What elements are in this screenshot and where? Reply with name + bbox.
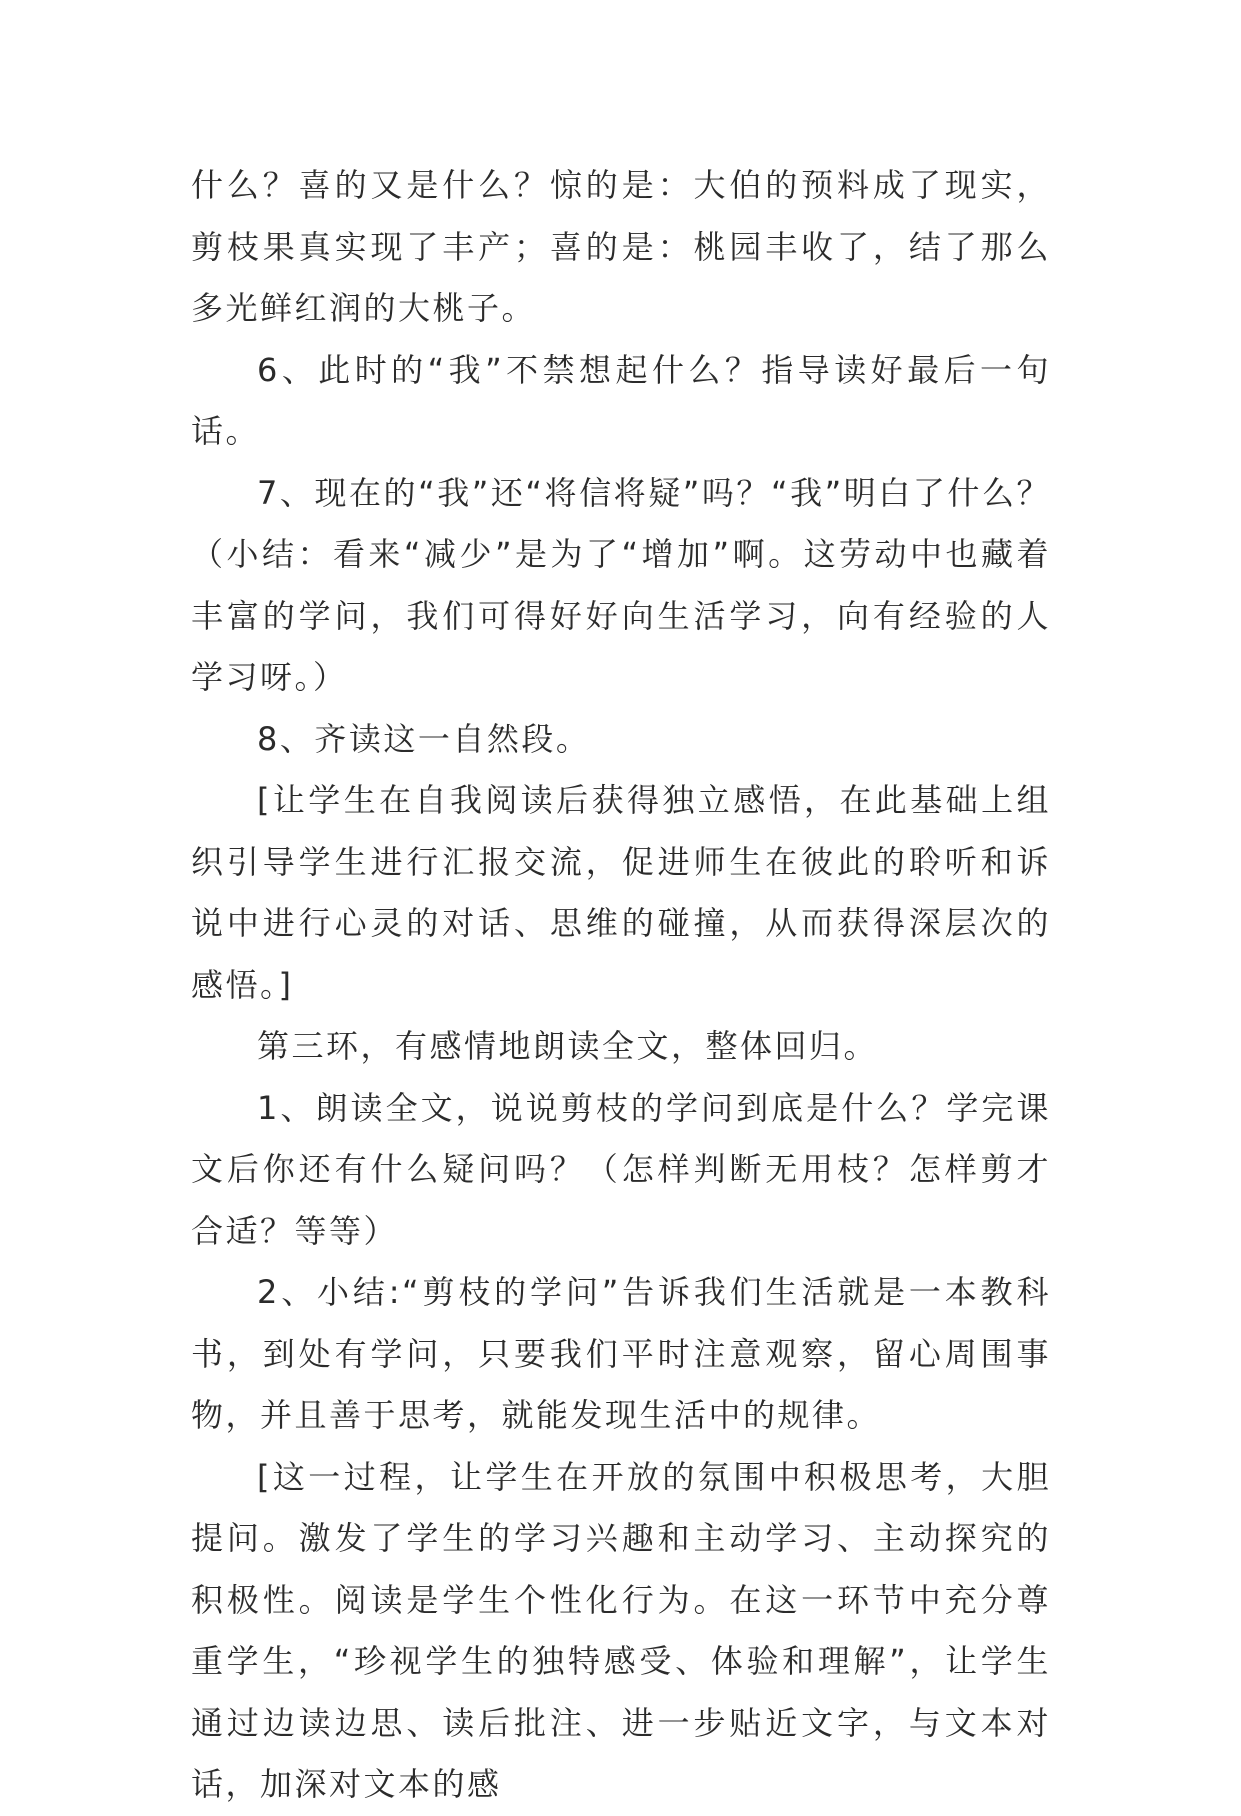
- paragraph-commentary-2: [这一过程，让学生在开放的氛围中积极思考，大胆提问。激发了学生的学习兴趣和主动学习、主动探究的积极性。阅读是学生个性化行为。在这一环节中充分尊重学生，“珍视学生的独特感受、体验和理解”，让学生通过边读边思、读后批注、进一步贴近文字，与文本对话，加深对文本的感: [191, 1457, 1051, 1803]
- paragraph-step-7: 7、现在的“我”还“将信将疑”吗？“我”明白了什么？（小结：看来“减少”是为了“增加”啊。这劳动中也藏着丰富的学问，我们可得好好向生活学习，向有经验的人学习呀。）: [191, 473, 1051, 696]
- paragraph-commentary-1: [让学生在自我阅读后获得独立感悟，在此基础上组织引导学生进行汇报交流，促进师生在彼此的聆听和诉说中进行心灵的对话、思维的碰撞，从而获得深层次的感悟。]: [191, 781, 1051, 1004]
- paragraph-step-8: 8、齐读这一自然段。: [257, 719, 591, 758]
- paragraph-continuation: 什么？喜的又是什么？惊的是：大伯的预料成了现实，剪枝果真实现了丰产；喜的是：桃园丰收了，结了那么多光鲜红润的大桃子。: [191, 166, 1051, 327]
- paragraph-section-3-heading: 第三环，有感情地朗读全文，整体回归。: [257, 1027, 879, 1065]
- paragraph-step-6: 6、此时的“我”不禁想起什么？指导读好最后一句话。: [191, 350, 1051, 450]
- document-body: [191, 155, 1051, 1816]
- paragraph-section-3-step-2: 2、小结:“剪枝的学问”告诉我们生活就是一本教科书，到处有学问，只要我们平时注意观察，留心周围事物，并且善于思考，就能发现生活中的规律。: [191, 1273, 1051, 1434]
- paragraph-section-3-step-1: 1、朗读全文，说说剪枝的学问到底是什么？学完课文后你还有什么疑问吗？（怎样判断无用枝？怎样剪才合适？等等）: [191, 1088, 1051, 1250]
